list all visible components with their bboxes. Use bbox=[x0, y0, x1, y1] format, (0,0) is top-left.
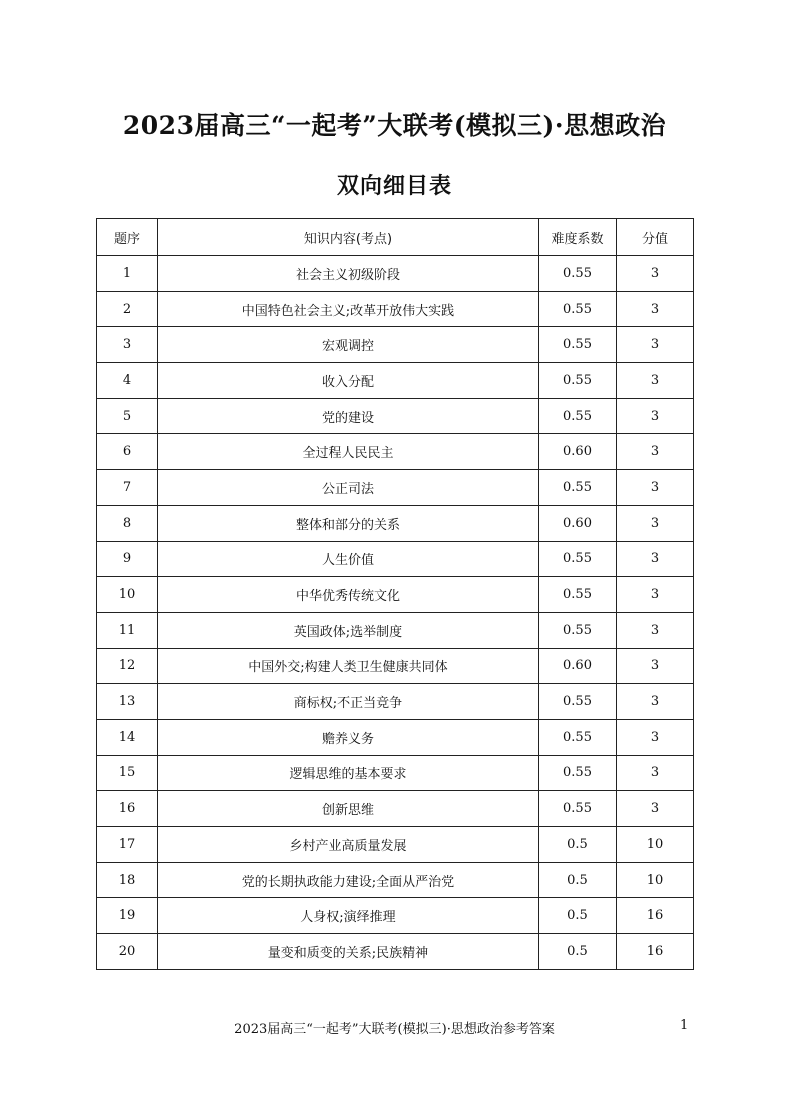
knowledge-content-cell: 党的建设 bbox=[158, 398, 539, 434]
difficulty-cell: 0.60 bbox=[539, 505, 617, 541]
knowledge-content-cell: 社会主义初级阶段 bbox=[158, 256, 539, 292]
question-number-cell: 15 bbox=[97, 755, 158, 791]
knowledge-content-cell: 逻辑思维的基本要求 bbox=[158, 755, 539, 791]
question-number-cell: 9 bbox=[97, 541, 158, 577]
question-number-cell: 14 bbox=[97, 719, 158, 755]
table-row bbox=[97, 327, 694, 363]
table-row bbox=[97, 363, 694, 399]
knowledge-content-cell: 英国政体;选举制度 bbox=[158, 612, 539, 648]
score-cell: 3 bbox=[617, 612, 694, 648]
difficulty-cell: 0.55 bbox=[539, 541, 617, 577]
question-number-cell: 6 bbox=[97, 434, 158, 470]
difficulty-cell: 0.55 bbox=[539, 398, 617, 434]
score-cell: 3 bbox=[617, 541, 694, 577]
question-number-cell: 2 bbox=[97, 291, 158, 327]
score-cell: 3 bbox=[617, 505, 694, 541]
difficulty-cell: 0.55 bbox=[539, 291, 617, 327]
table-row bbox=[97, 755, 694, 791]
header-score: 分值 bbox=[617, 219, 694, 256]
score-cell: 10 bbox=[617, 862, 694, 898]
table-row bbox=[97, 684, 694, 720]
knowledge-content-cell: 收入分配 bbox=[158, 363, 539, 399]
question-number-cell: 16 bbox=[97, 791, 158, 827]
difficulty-cell: 0.55 bbox=[539, 256, 617, 292]
score-cell: 3 bbox=[617, 256, 694, 292]
table-row bbox=[97, 934, 694, 970]
table-row bbox=[97, 862, 694, 898]
difficulty-cell: 0.55 bbox=[539, 719, 617, 755]
table-row bbox=[97, 434, 694, 470]
question-number-cell: 12 bbox=[97, 648, 158, 684]
question-number-cell: 11 bbox=[97, 612, 158, 648]
question-number-cell: 7 bbox=[97, 470, 158, 506]
table-body bbox=[97, 256, 694, 970]
header-difficulty: 难度系数 bbox=[539, 219, 617, 256]
difficulty-cell: 0.55 bbox=[539, 791, 617, 827]
score-cell: 3 bbox=[617, 577, 694, 613]
knowledge-content-cell: 中国外交;构建人类卫生健康共同体 bbox=[158, 648, 539, 684]
question-number-cell: 3 bbox=[97, 327, 158, 363]
document-title: 2023届高三“一起考”大联考(模拟三)·思想政治 bbox=[122, 111, 667, 140]
question-number-cell: 1 bbox=[97, 256, 158, 292]
difficulty-cell: 0.5 bbox=[539, 934, 617, 970]
score-cell: 3 bbox=[617, 755, 694, 791]
difficulty-cell: 0.55 bbox=[539, 755, 617, 791]
specification-table bbox=[96, 218, 694, 970]
table-row bbox=[97, 256, 694, 292]
table-row bbox=[97, 648, 694, 684]
score-cell: 3 bbox=[617, 363, 694, 399]
knowledge-content-cell: 中国特色社会主义;改革开放伟大实践 bbox=[158, 291, 539, 327]
knowledge-content-cell: 党的长期执政能力建设;全面从严治党 bbox=[158, 862, 539, 898]
header-knowledge-content: 知识内容(考点) bbox=[158, 219, 539, 256]
score-cell: 3 bbox=[617, 791, 694, 827]
table-row bbox=[97, 291, 694, 327]
difficulty-cell: 0.60 bbox=[539, 434, 617, 470]
knowledge-content-cell: 全过程人民民主 bbox=[158, 434, 539, 470]
question-number-cell: 8 bbox=[97, 505, 158, 541]
score-cell: 3 bbox=[617, 398, 694, 434]
table-row bbox=[97, 398, 694, 434]
table-row bbox=[97, 505, 694, 541]
page-footer: 2023届高三“一起考”大联考(模拟三)·思想政治参考答案 bbox=[234, 1022, 555, 1037]
score-cell: 10 bbox=[617, 827, 694, 863]
question-number-cell: 19 bbox=[97, 898, 158, 934]
difficulty-cell: 0.55 bbox=[539, 612, 617, 648]
knowledge-content-cell: 公正司法 bbox=[158, 470, 539, 506]
difficulty-cell: 0.5 bbox=[539, 898, 617, 934]
difficulty-cell: 0.60 bbox=[539, 648, 617, 684]
question-number-cell: 17 bbox=[97, 827, 158, 863]
knowledge-content-cell: 整体和部分的关系 bbox=[158, 505, 539, 541]
difficulty-cell: 0.55 bbox=[539, 363, 617, 399]
difficulty-cell: 0.55 bbox=[539, 577, 617, 613]
score-cell: 3 bbox=[617, 327, 694, 363]
question-number-cell: 4 bbox=[97, 363, 158, 399]
difficulty-cell: 0.55 bbox=[539, 327, 617, 363]
score-cell: 16 bbox=[617, 934, 694, 970]
score-cell: 3 bbox=[617, 719, 694, 755]
score-cell: 16 bbox=[617, 898, 694, 934]
knowledge-content-cell: 商标权;不正当竞争 bbox=[158, 684, 539, 720]
knowledge-content-cell: 赡养义务 bbox=[158, 719, 539, 755]
score-cell: 3 bbox=[617, 684, 694, 720]
score-cell: 3 bbox=[617, 434, 694, 470]
score-cell: 3 bbox=[617, 291, 694, 327]
difficulty-cell: 0.55 bbox=[539, 684, 617, 720]
question-number-cell: 20 bbox=[97, 934, 158, 970]
page-number: 1 bbox=[680, 1018, 689, 1033]
difficulty-cell: 0.55 bbox=[539, 470, 617, 506]
document-subtitle: 双向细目表 bbox=[336, 174, 452, 199]
table-row bbox=[97, 577, 694, 613]
knowledge-content-cell: 量变和质变的关系;民族精神 bbox=[158, 934, 539, 970]
table-row bbox=[97, 612, 694, 648]
knowledge-content-cell: 中华优秀传统文化 bbox=[158, 577, 539, 613]
question-number-cell: 13 bbox=[97, 684, 158, 720]
table-row bbox=[97, 719, 694, 755]
knowledge-content-cell: 乡村产业高质量发展 bbox=[158, 827, 539, 863]
question-number-cell: 18 bbox=[97, 862, 158, 898]
question-number-cell: 5 bbox=[97, 398, 158, 434]
knowledge-content-cell: 人身权;演绎推理 bbox=[158, 898, 539, 934]
score-cell: 3 bbox=[617, 470, 694, 506]
difficulty-cell: 0.5 bbox=[539, 862, 617, 898]
table-row bbox=[97, 898, 694, 934]
table-header-row bbox=[97, 219, 694, 256]
knowledge-content-cell: 创新思维 bbox=[158, 791, 539, 827]
table-row bbox=[97, 541, 694, 577]
table-row bbox=[97, 470, 694, 506]
table-row bbox=[97, 827, 694, 863]
difficulty-cell: 0.5 bbox=[539, 827, 617, 863]
header-question-number: 题序 bbox=[97, 219, 158, 256]
knowledge-content-cell: 宏观调控 bbox=[158, 327, 539, 363]
score-cell: 3 bbox=[617, 648, 694, 684]
knowledge-content-cell: 人生价值 bbox=[158, 541, 539, 577]
table-row bbox=[97, 791, 694, 827]
question-number-cell: 10 bbox=[97, 577, 158, 613]
